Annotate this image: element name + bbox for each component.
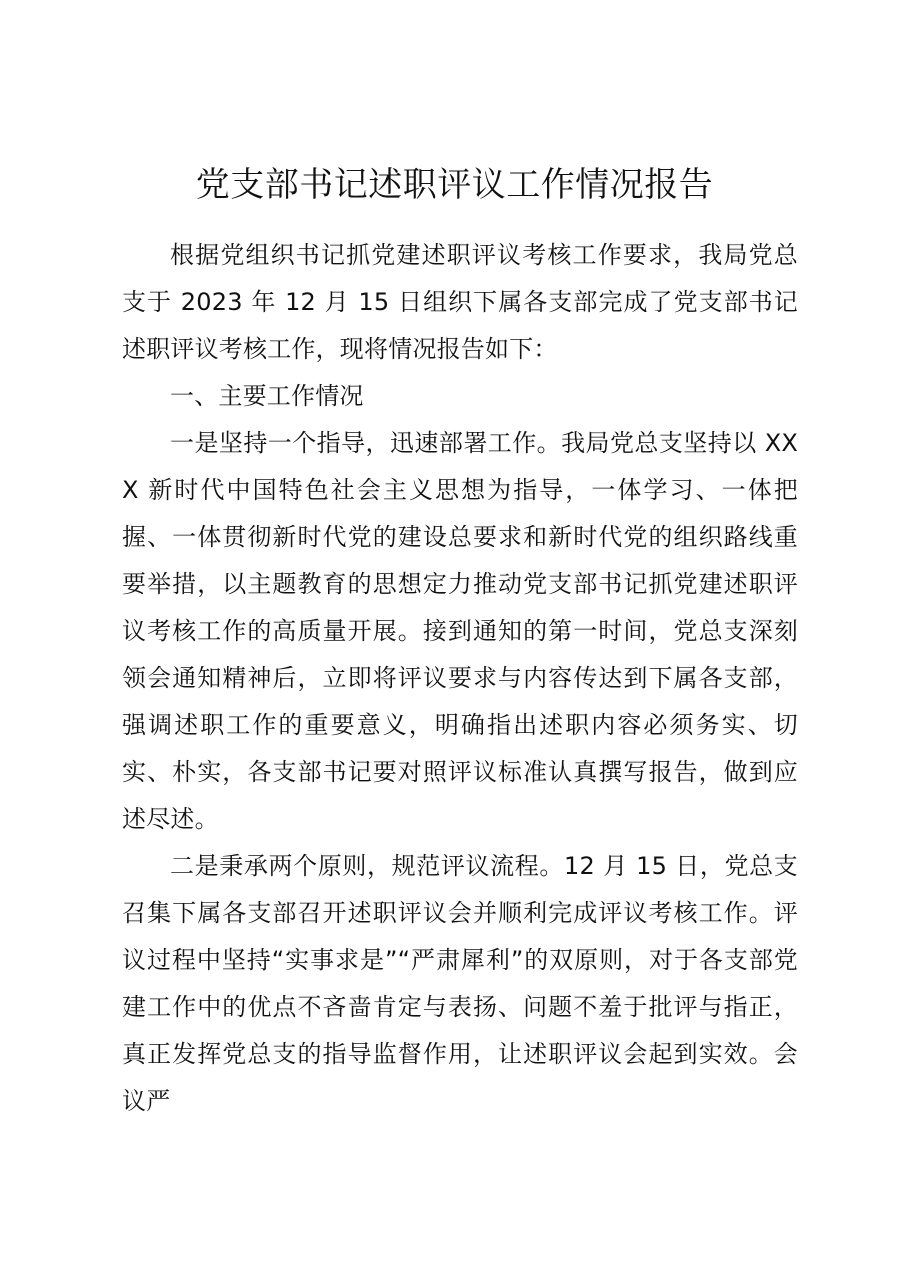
document-body (122, 232, 798, 1125)
intro-paragraph: 根据党组织书记抓党建述职评议考核工作要求，我局党总支于 2023 年 12 月 15 日组织下属各支部完成了党支部书记述职评议考核工作，现将情况报告如下： (122, 241, 798, 363)
paragraph-principles: 二是秉承两个原则，规范评议流程。12 月 15 日，党总支召集下属各支部召开述职评议会并顺利完成评议考核工作。评议过程中坚持“实事求是”“严肃犀利”的双原则，对于各支部党建工作中的优点不吝啬肯定与表扬、问题不羞于批评与指正，真正发挥党总支的指导监督作用，让述职评议会起到实效。会议严 (122, 852, 798, 1115)
paragraph-guidance: 一是坚持一个指导，迅速部署工作。我局党总支坚持以 XXX 新时代中国特色社会主义思想为指导，一体学习、一体把握、一体贯彻新时代党的建设总要求和新时代党的组织路线重要举措，以主题教育的思想定力推动党支部书记抓党建述职评议考核工作的高质量开展。接到通知的第一时间，党总支深刻领会通知精神后，立即将评议要求与内容传达到下属各支部，强调述职工作的重要意义，明确指出述职内容必须务实、切实、朴实，各支部书记要对照评议标准认真撰写报告，做到应述尽述。 (122, 429, 798, 833)
document-title: 党支部书记述职评议工作情况报告 (195, 165, 714, 205)
section-heading: 一、主要工作情况 (170, 382, 364, 410)
